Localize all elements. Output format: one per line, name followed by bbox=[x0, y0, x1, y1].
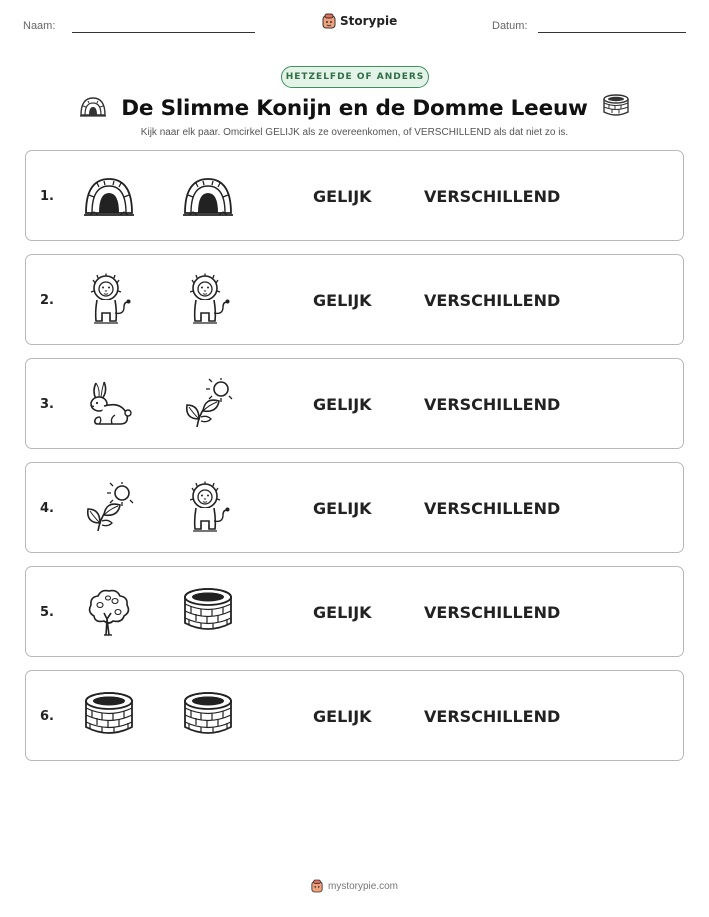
different-option[interactable]: VERSCHILLEND bbox=[424, 395, 561, 414]
page-title: De Slimme Konijn en de Domme Leeuw bbox=[121, 95, 588, 121]
tree-icon bbox=[82, 585, 136, 639]
sun-plant-icon bbox=[181, 377, 235, 431]
right-picture bbox=[181, 689, 235, 743]
different-option[interactable]: VERSCHILLEND bbox=[424, 187, 561, 206]
question-row bbox=[25, 358, 684, 449]
question-row bbox=[25, 150, 684, 241]
date-label: Datum: bbox=[492, 20, 528, 32]
well-icon bbox=[181, 585, 235, 639]
left-picture bbox=[82, 481, 136, 535]
cave-icon bbox=[79, 95, 107, 122]
question-number: 6. bbox=[40, 709, 54, 724]
right-picture bbox=[181, 273, 235, 327]
left-picture bbox=[82, 169, 136, 223]
brand-name: Storypie bbox=[340, 14, 398, 28]
lion-icon bbox=[82, 273, 136, 327]
footer bbox=[0, 879, 709, 893]
rabbit-icon bbox=[82, 377, 136, 431]
question-number: 2. bbox=[40, 293, 54, 308]
storypie-logo-icon bbox=[311, 879, 323, 893]
left-picture bbox=[82, 377, 136, 431]
lion-icon bbox=[181, 481, 235, 535]
different-option[interactable]: VERSCHILLEND bbox=[424, 707, 561, 726]
well-icon bbox=[602, 94, 630, 123]
different-option[interactable]: VERSCHILLEND bbox=[424, 499, 561, 518]
same-option[interactable]: GELIJK bbox=[313, 395, 372, 414]
brand-logo bbox=[322, 13, 397, 29]
right-picture bbox=[181, 169, 235, 223]
well-icon bbox=[181, 689, 235, 743]
name-line[interactable] bbox=[72, 32, 255, 33]
question-number: 4. bbox=[40, 501, 54, 516]
footer-url[interactable]: mystorypie.com bbox=[327, 880, 398, 892]
lion-icon bbox=[181, 273, 235, 327]
same-option[interactable]: GELIJK bbox=[313, 603, 372, 622]
left-picture bbox=[82, 273, 136, 327]
question-row bbox=[25, 566, 684, 657]
right-picture bbox=[181, 585, 235, 639]
instructions: Kijk naar elk paar. Omcirkel GELIJK als ze overeenkomen, of VERSCHILLEND als dat niet zo is. bbox=[140, 127, 569, 138]
question-number: 5. bbox=[40, 605, 54, 620]
title-row bbox=[0, 92, 709, 124]
left-picture bbox=[82, 585, 136, 639]
storypie-logo-icon bbox=[322, 13, 336, 29]
left-picture bbox=[82, 689, 136, 743]
right-picture bbox=[181, 377, 235, 431]
well-icon bbox=[82, 689, 136, 743]
worksheet-header bbox=[0, 0, 709, 40]
question-row bbox=[25, 254, 684, 345]
sun-plant-icon bbox=[82, 481, 136, 535]
question-number: 1. bbox=[40, 189, 54, 204]
activity-badge: HETZELFDE OF ANDERS bbox=[281, 66, 429, 88]
same-option[interactable]: GELIJK bbox=[313, 291, 372, 310]
question-number: 3. bbox=[40, 397, 54, 412]
right-picture bbox=[181, 481, 235, 535]
question-row bbox=[25, 670, 684, 761]
different-option[interactable]: VERSCHILLEND bbox=[424, 603, 561, 622]
date-line[interactable] bbox=[538, 32, 686, 33]
cave-icon bbox=[82, 169, 136, 223]
name-label: Naam: bbox=[23, 20, 56, 32]
cave-icon bbox=[181, 169, 235, 223]
same-option[interactable]: GELIJK bbox=[313, 707, 372, 726]
same-option[interactable]: GELIJK bbox=[313, 499, 372, 518]
different-option[interactable]: VERSCHILLEND bbox=[424, 291, 561, 310]
same-option[interactable]: GELIJK bbox=[313, 187, 372, 206]
question-row bbox=[25, 462, 684, 553]
